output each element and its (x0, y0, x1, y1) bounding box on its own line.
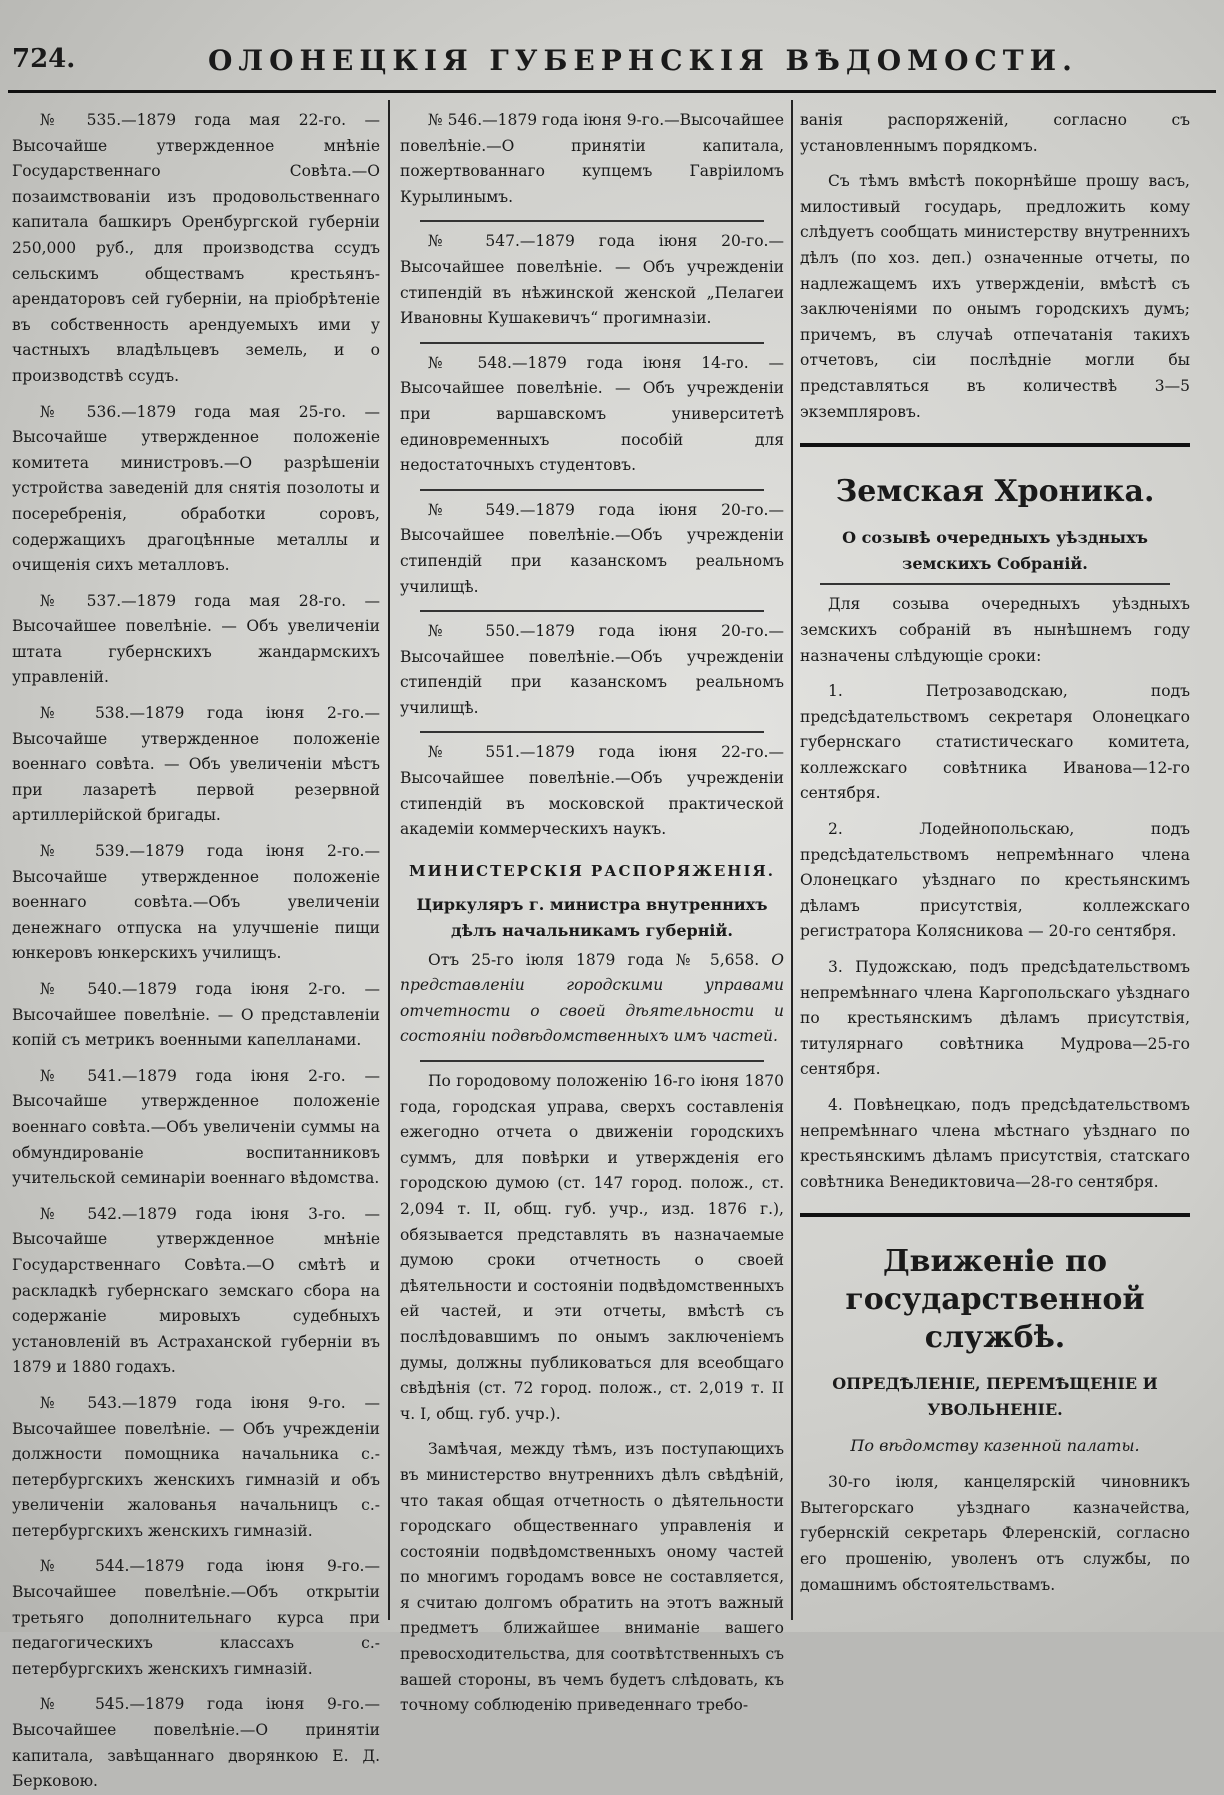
section-divider (800, 1213, 1190, 1217)
newspaper-title: ОЛОНЕЦКІЯ ГУБЕРНСКІЯ ВѢДОМОСТИ. (208, 44, 1078, 77)
decree-541: № 541.—1879 года іюня 2-го. — Высочайше утвержденное положеніе военнаго совѣта.—Объ увеличеніи суммы на обмундированіе воспитанниковъ учительской семинаріи военнаго вѣдомства. (12, 1066, 380, 1188)
page-number: 724. (12, 44, 76, 74)
decree-550: № 550.—1879 года іюня 20-го.—Высочайшее повелѣніе.—Объ учрежденіи стипендій при казанскомъ реальномъ училищѣ. (400, 622, 784, 717)
separator (420, 342, 764, 344)
separator (820, 583, 1170, 585)
decree-545: № 545.—1879 года іюня 9-го.—Высочайшее повелѣніе.—О принятіи капитала, завѣщаннаго дворянкою Е. Д. Берковою. (12, 1695, 380, 1791)
separator (420, 1060, 764, 1062)
separator (420, 610, 764, 612)
circular-subject: О представленіи городскими управами отчетности о своей дѣятельности и состояніи подвѣдомственныхъ имъ частей. (400, 950, 784, 1046)
circular-intro (400, 948, 784, 1050)
zemstvo-item-2: 2. Лодейнопольскаю, подъ предсѣдательствомъ непремѣннаго члена Олонецкаго уѣзднаго по крестьянскимъ дѣламъ присутствія, коллежскаго регистратора Колясникова — 20-го сентября. (800, 820, 1190, 941)
column-rule-left (388, 100, 390, 1620)
service-entry: 30-го іюля, канцелярскій чиновникъ Вытегорскаго уѣзднаго казначейства, губернскій секретарь Флеренскій, согласно его прошенію, уволенъ отъ службы, по домашнимъ обстоятельствамъ. (800, 1473, 1190, 1594)
section-title-ministry: МИНИСТЕРСКІЯ РАСПОРЯЖЕНІЯ. (409, 861, 775, 880)
separator (420, 489, 764, 491)
zemstvo-item-1: 1. Петрозаводскаю, подъ предсѣдательствомъ секретаря Олонецкаго губернскаго статистическаго комитета, коллежскаго совѣтника Иванова—12-го сентября. (800, 682, 1190, 803)
zemstvo-intro: Для созыва очередныхъ уѣздныхъ земскихъ собраній въ нынѣшнемъ году назначены слѣдующіе сроки: (800, 595, 1190, 665)
circular-title: Циркуляръ г. министра внутреннихъ дѣлъ начальникамъ губерній. (416, 895, 768, 941)
decree-548: № 548.—1879 года іюня 14-го. — Высочайшее повелѣніе. — Объ учрежденіи при варшавскомъ университетѣ единовременныхъ пособій для недостаточныхъ студентовъ. (400, 353, 784, 475)
decree-549: № 549.—1879 года іюня 20-го.—Высочайшее повелѣніе.—Объ учрежденіи стипендій при казанскомъ реальномъ училищѣ. (400, 500, 784, 596)
decree-542: № 542.—1879 года іюня 3-го. — Высочайше утвержденное мнѣніе Государственнаго Совѣта.—О смѣтѣ и раскладкѣ губернскаго земскаго сбора на содержаніе мировыхъ судебныхъ установленій въ Астраханской губерніи въ 1879 и 1880 годахъ. (12, 1204, 380, 1377)
decree-538: № 538.—1879 года іюня 2-го.—Высочайше утвержденное положеніе военнаго совѣта. — Объ увеличеніи мѣстъ при лазаретѣ первой резервной артиллерійской бригады. (12, 704, 380, 825)
decree-535: № 535.—1879 года мая 22-го. — Высочайше утвержденное мнѣніе Государственнаго Совѣта.—О позаимствованіи изъ продовольственнаго капитала башкиръ Оренбургской губерніи 250,000 руб., для производства ссудъ сельскимъ обществамъ крестьянъ-арендаторовъ сей губерніи, на пріобрѣтеніе въ собственность арендуемыхъ ими у частныхъ владѣльцевъ земель, и о производствѣ ссудъ. (12, 111, 380, 385)
masthead (8, 38, 1216, 93)
decree-540: № 540.—1879 года іюня 2-го. — Высочайшее повелѣніе. — О представленіи копій съ метрикъ военными капелланами. (12, 980, 380, 1050)
zemstvo-item-3: 3. Пудожскаю, подъ предсѣдательствомъ непремѣннаго члена Каргопольскаго уѣзднаго по крестьянскимъ дѣламъ присутствія, титулярнаго совѣтника Мудрова—25-го сентября. (800, 958, 1190, 1079)
separator (420, 220, 764, 222)
decree-546: № 546.—1879 года іюня 9-го.—Высочайшее повелѣніе.—О принятіи капитала, пожертвованнаго купцемъ Гавріиломъ Курылинымъ. (400, 111, 784, 206)
circular-paragraph-2: Замѣчая, между тѣмъ, изъ поступающихъ въ министерство внутреннихъ дѣлъ свѣдѣній, что такая общая отчетность о дѣятельности городскаго общественнаго управленія и состояніи подвѣдомственныхъ оному частей по многимъ городамъ вовсе не составляется, я считаю долгомъ обратить на этотъ важный предметъ ближайшее вниманіе вашего превосходительства, для соотвѣтственныхъ съ вашей стороны, въ чемъ будетъ слѣдовать, къ точному соблюденію приведеннаго требо- (400, 1440, 784, 1715)
separator (420, 731, 764, 733)
decree-537: № 537.—1879 года мая 28-го. — Высочайшее повелѣніе. — Объ увеличеніи штата губернскихъ жандармскихъ управленій. (12, 591, 380, 687)
decree-536: № 536.—1879 года мая 25-го. — Высочайше утвержденное положеніе комитета министровъ.—О разрѣшеніи устройства заведеній для снятія позолоты и посеребренія, обработки соровъ, содержащихъ драгоцѣнные металлы и очищенія сихъ металловъ. (12, 402, 380, 575)
zemstvo-item-4: 4. Повѣнецкаю, подъ предсѣдательствомъ непремѣннаго члена мѣстнаго уѣзднаго по крестьянскимъ дѣламъ присутствія, статскаго совѣтника Венедиктовича—28-го сентября. (800, 1096, 1190, 1191)
decree-551: № 551.—1879 года іюня 22-го.—Высочайшее повелѣніе.—Объ учрежденіи стипендій въ московской практической академіи коммерческихъ наукъ. (400, 743, 784, 839)
circular-continuation: ванія распоряженій, согласно съ установленнымъ порядкомъ. (800, 111, 1190, 155)
decree-547: № 547.—1879 года іюня 20-го.—Высочайшее повелѣніе. — Объ учрежденіи стипендій въ нѣжинской женской „Пелагеи Ивановны Кушакевичъ“ прогимназіи. (400, 232, 784, 328)
column-rule-right (791, 100, 793, 1620)
zemstvo-subtitle: О созывѣ очередныхъ уѣздныхъ земскихъ Собраній. (842, 528, 1148, 573)
column-2 (400, 108, 784, 1715)
service-subtitle: ОПРЕДѢЛЕНІЕ, ПЕРЕМѢЩЕНІЕ И УВОЛЬНЕНІЕ. (832, 1374, 1158, 1419)
section-title-service: Движеніе по государственной службѣ. (845, 1244, 1145, 1356)
column-3 (800, 108, 1190, 1623)
decree-543: № 543.—1879 года іюня 9-го. — Высочайшее повелѣніе. — Объ учрежденіи должности помощника начальника с.-петербургскихъ женскихъ гимназій и объ увеличеніи жалованья начальницъ с.-петербургскихъ женскихъ гимназій. (12, 1393, 380, 1540)
column-1 (12, 108, 380, 1791)
service-department: По вѣдомству казенной палаты. (850, 1435, 1140, 1455)
section-divider (800, 443, 1190, 447)
decree-544: № 544.—1879 года іюня 9-го.—Высочайшее повелѣніе.—Объ открытіи третьяго дополнительнаго курса при педагогическихъ классахъ с.-петербургскихъ женскихъ гимназій. (12, 1557, 380, 1678)
circular-paragraph-3: Съ тѣмъ вмѣстѣ покорнѣйше прошу васъ, милостивый государь, предложить кому слѣдуетъ сообщать министерству внутреннихъ дѣлъ (по хоз. деп.) означенные отчеты, по надлежащемъ ихъ утвержденіи, вмѣстѣ съ заключеніями по онымъ городскихъ думъ; причемъ, въ случаѣ отпечатанія такихъ отчетовъ, сіи послѣдніе могли бы представляться въ количествѣ 3—5 экземпляровъ. (800, 172, 1190, 421)
circular-paragraph-1: По городовому положенію 16-го іюня 1870 года, городская управа, сверхъ составленія ежегодно отчета о движеніи городскихъ суммъ, для повѣрки и утвержденія его городскою думою (ст. 147 город. полож., ст. 2,094 т. II, общ. губ. учр., изд. 1876 г.), обязывается представлять въ назначаемые думою сроки отчетность о своей дѣятельности и состояніи подвѣдомственныхъ ей частей, и эти отчеты, вмѣстѣ съ послѣдовавшимъ по онымъ заключеніемъ думы, должны публиковаться для всеобщаго свѣдѣнія (ст. 72 город. полож., ст. 2,019 т. II ч. I, общ. губ. учр.). (400, 1072, 784, 1423)
circular-date: Отъ 25-го іюля 1879 года № 5,658. (428, 950, 760, 969)
section-title-zemstvo: Земская Хроника. (835, 474, 1155, 510)
decree-539: № 539.—1879 года іюня 2-го.—Высочайше утвержденное положеніе военнаго совѣта.—Объ увеличеніи денежнаго отпуска на улучшеніе пищи юнкеровъ юнкерскихъ училищъ. (12, 842, 380, 963)
